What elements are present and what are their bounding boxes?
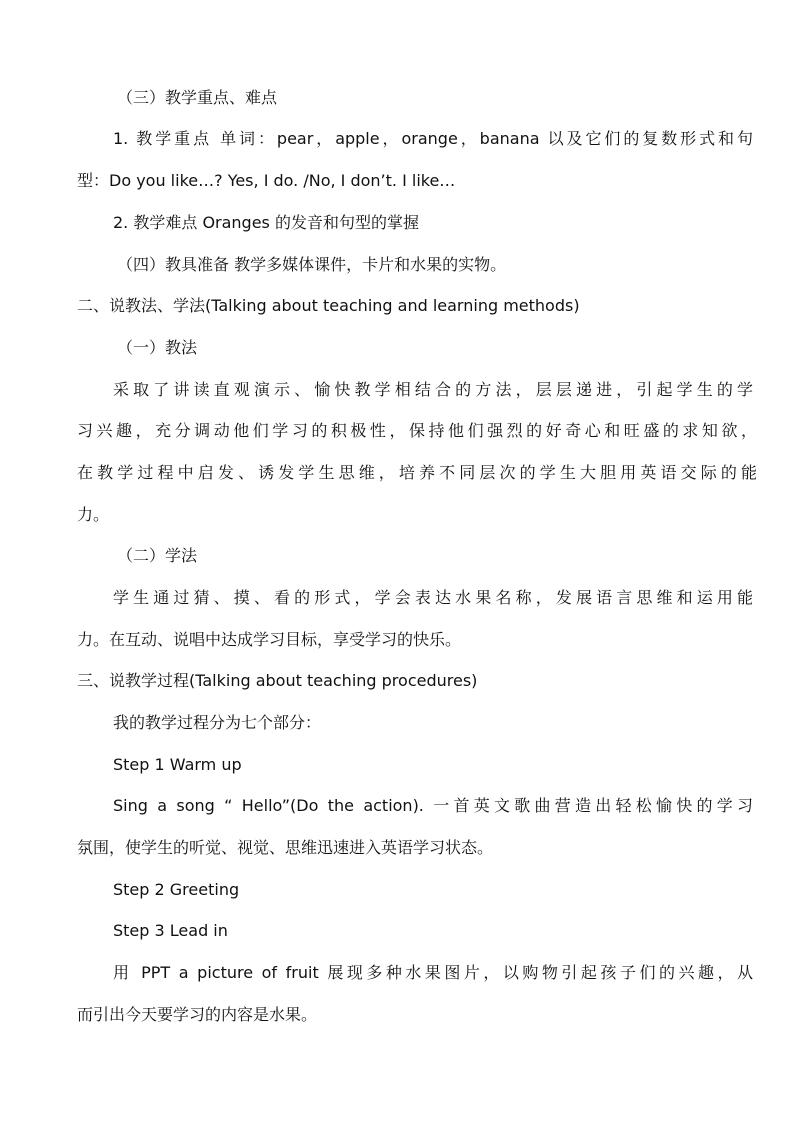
paragraph-line: 1. 教学重点 单词：pear，apple，orange，banana 以及它们的复数形式和句: [113, 129, 753, 148]
paragraph-line: 型：Do you like…? Yes, I do. /No, I don’t. I like…: [77, 171, 456, 190]
section-heading-key-points: （三）教学重点、难点: [117, 88, 278, 107]
paragraph-line: Sing a song “ Hello”(Do the action). 一首英文歌曲营造出轻松愉快的学习: [113, 796, 753, 815]
section-heading-methods: 二、说教法、学法(Talking about teaching and learning methods): [77, 296, 580, 315]
paragraph-line: 力。在互动、说唱中达成学习目标，享受学习的快乐。: [77, 630, 462, 649]
section-heading-teaching-aids: （四）教具准备 教学多媒体课件，卡片和水果的实物。: [117, 255, 507, 274]
paragraph-line: 氛围，使学生的听觉、视觉、思维迅速进入英语学习状态。: [77, 838, 494, 857]
paragraph-line: 采取了讲读直观演示、愉快教学相结合的方法，层层递进，引起学生的学: [113, 380, 753, 399]
paragraph-line: 力。: [77, 505, 110, 524]
paragraph-line: 在教学过程中启发、诱发学生思维，培养不同层次的学生大胆用英语交际的能: [77, 463, 757, 482]
subsection-heading-learning-method: （二）学法: [117, 546, 198, 565]
step-heading-warm-up: Step 1 Warm up: [113, 755, 242, 774]
paragraph-line: 我的教学过程分为七个部分：: [113, 713, 322, 732]
step-heading-lead-in: Step 3 Lead in: [113, 921, 228, 940]
paragraph-line: 2. 教学难点 Oranges 的发音和句型的掌握: [113, 213, 419, 232]
subsection-heading-teaching-method: （一）教法: [117, 338, 198, 357]
paragraph-line: 而引出今天要学习的内容是水果。: [77, 1005, 318, 1024]
section-heading-procedures: 三、说教学过程(Talking about teaching procedures): [77, 671, 478, 690]
paragraph-line: 用 PPT a picture of fruit 展现多种水果图片，以购物引起孩子们的兴趣，从: [113, 963, 753, 982]
step-heading-greeting: Step 2 Greeting: [113, 880, 240, 899]
paragraph-line: 学生通过猜、摸、看的形式，学会表达水果名称，发展语言思维和运用能: [113, 588, 753, 607]
paragraph-line: 习兴趣，充分调动他们学习的积极性，保持他们强烈的好奇心和旺盛的求知欲，: [77, 421, 757, 440]
